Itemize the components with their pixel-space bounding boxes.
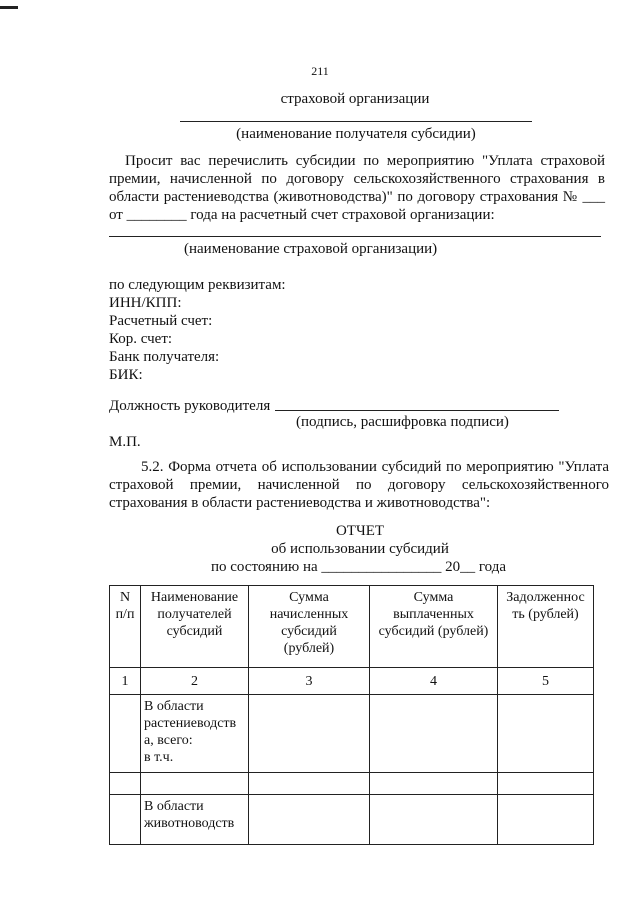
column-number: 3: [249, 668, 370, 695]
table-row: [110, 795, 594, 845]
table-cell: [110, 695, 141, 773]
header-cell: Сумма выплаченных субсидий (рублей): [370, 586, 498, 668]
stamp-label: М.П.: [109, 434, 141, 450]
table-cell: [370, 695, 498, 773]
requisite-bik: БИК:: [109, 367, 143, 383]
report-date-prefix: по состоянию на: [211, 559, 318, 575]
table-cell: [249, 795, 370, 845]
request-line-4: от ________ года на расчетный счет страховой организации:: [109, 207, 495, 223]
request-paragraph: [109, 152, 605, 224]
table-cell: [110, 795, 141, 845]
header-cell: Задолженнос ть (рублей): [498, 586, 594, 668]
table-cell: [498, 773, 594, 795]
table-cell-livestock-label: В области животноводств: [141, 795, 249, 845]
section-line-3: страхования в области растениеводства и животноводства":: [109, 495, 491, 511]
report-title: ОТЧЕТ: [335, 523, 385, 539]
requisite-account: Расчетный счет:: [109, 313, 213, 329]
caption-signature: (подпись, расшифровка подписи): [296, 414, 509, 430]
table-number-row: [110, 668, 594, 695]
header-cell: Сумма начисленных субсидий (рублей): [249, 586, 370, 668]
section-line-1: 5.2. Форма отчета об использовании субсидий по мероприятию "Уплата: [141, 459, 609, 475]
table-cell: [110, 773, 141, 795]
report-table: [109, 585, 594, 845]
signature-underline: [275, 410, 559, 411]
report-subtitle: об использовании субсидий: [271, 541, 449, 557]
scan-corner-mark: [0, 6, 18, 9]
recipient-underline: [180, 121, 532, 122]
table-cell: [498, 795, 594, 845]
request-line-2: премии, начисленной по договору сельскохозяйственного страхования в: [109, 171, 605, 187]
column-number: 2: [141, 668, 249, 695]
report-date-year: 20__ года: [445, 559, 507, 575]
column-number: 5: [498, 668, 594, 695]
report-date-line: [211, 558, 506, 576]
requisite-bank: Банк получателя:: [109, 349, 220, 365]
header-line: страховой организации: [280, 91, 430, 107]
report-date-blank: ________________: [321, 559, 442, 575]
section-line-2: страховой премии, начисленной по договору сельскохозяйственного: [109, 477, 609, 493]
section-paragraph: [109, 458, 609, 512]
table-cell: [249, 773, 370, 795]
table-cell-crop-label: В области растениеводств а, всего: в т.ч.: [141, 695, 249, 773]
request-line-1: Просит вас перечислить субсидии по мероприятию "Уплата страховой: [125, 153, 605, 169]
insurer-underline: [109, 236, 601, 237]
header-cell: N п/п: [110, 586, 141, 668]
requisite-corr-account: Кор. счет:: [109, 331, 173, 347]
requisite-inn: ИНН/КПП:: [109, 295, 182, 311]
head-position-label: Должность руководителя: [109, 398, 271, 414]
column-number: 4: [370, 668, 498, 695]
table-row: [110, 773, 594, 795]
table-header-row: [110, 586, 594, 668]
request-line-3: области растениеводства (животноводства)" по договору страхования № ___: [109, 189, 605, 205]
page-number: 211: [311, 64, 329, 78]
table-cell: [498, 695, 594, 773]
requisites-intro: по следующим реквизитам:: [109, 277, 286, 293]
caption-insurer: (наименование страховой организации): [184, 241, 438, 257]
caption-recipient: (наименование получателя субсидии): [236, 126, 476, 142]
table-cell: [249, 695, 370, 773]
table-cell: [141, 773, 249, 795]
table-cell: [370, 773, 498, 795]
table-cell: [370, 795, 498, 845]
table-row: [110, 695, 594, 773]
header-cell: Наименование получателей субсидий: [141, 586, 249, 668]
column-number: 1: [110, 668, 141, 695]
